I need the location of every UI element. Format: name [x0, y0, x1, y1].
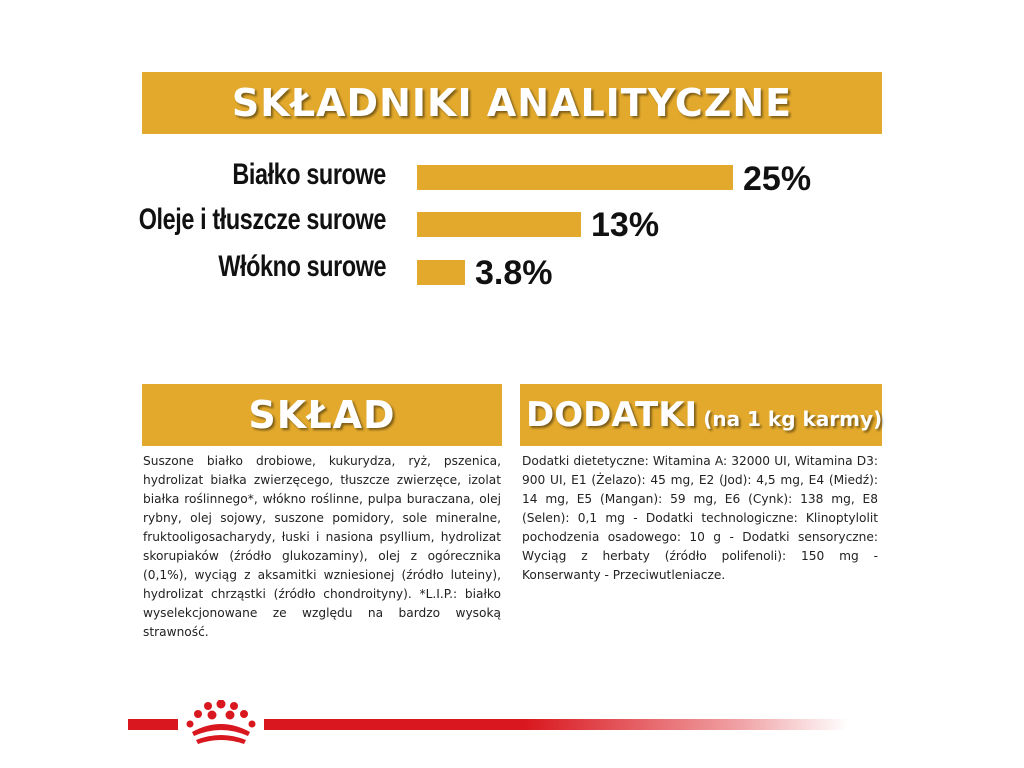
nutrient-bar-protein [417, 165, 733, 190]
nutrient-label-fat: Oleje i tłuszcze surowe [138, 203, 386, 236]
analytical-components-title: SKŁADNIKI ANALITYCZNE [231, 81, 793, 125]
additives-banner [520, 384, 882, 446]
additives-title: DODATKI [526, 395, 698, 435]
nutrient-label-protein: Białko surowe [232, 158, 386, 191]
composition-banner [142, 384, 502, 446]
additives-text: Dodatki dietetyczne: Witamina A: 32000 UI, Witamina D3: 900 UI, E1 (Żelazo): 45 mg, E2 (Jod): 4,5 mg, E4 (Miedź): 14 mg, E5 (Mangan): 59 mg, E6 (Cynk): 138 mg, E8 (Selen): 0,1 mg - Dodatki technologiczne: Klinoptylolit pochodzenia osadowego: 10 g - Dodatki sensoryczne: Wyciąg z herbaty (źródło polifenoli): 150 mg - Konserwanty - Przeciwutleniacze. [522, 454, 878, 582]
composition-text: Suszone białko drobiowe, kukurydza, ryż, pszenica, hydrolizat białka zwierzęcego, tłuszcze zwierzęce, izolat białka roślinnego*, włókno roślinne, pulpa buraczana, olej rybny, olej sojowy, suszone pomidory, sole mineralne, fruktooligosacharydy, łuski i nasiona psyllium, hydrolizat skorupiaków (źródło glukozaminy), olej z ogórecznika (0,1%), wyciąg z aksamitki wzniesionej (źródło luteiny), hydrolizat chrząstki (źródło chondroityny). *L.I.P.: białko wyselekcjonowane ze względu na bardzo wysoką strawność. [143, 454, 501, 639]
nutrient-value-fibre: 3.8% [475, 254, 553, 292]
additives-subtitle: (na 1 kg karmy) [703, 407, 883, 431]
nutrient-bar-fibre [417, 260, 465, 285]
nutrient-value-fat: 13% [591, 206, 660, 244]
nutrient-bar-fat [417, 212, 581, 237]
nutrient-value-protein: 25% [743, 160, 812, 198]
analytical-components-banner [142, 72, 882, 134]
nutrient-label-fibre: Włókno surowe [218, 250, 386, 283]
composition-title: SKŁAD [248, 393, 396, 437]
royal-canin-crown-icon [178, 700, 264, 748]
